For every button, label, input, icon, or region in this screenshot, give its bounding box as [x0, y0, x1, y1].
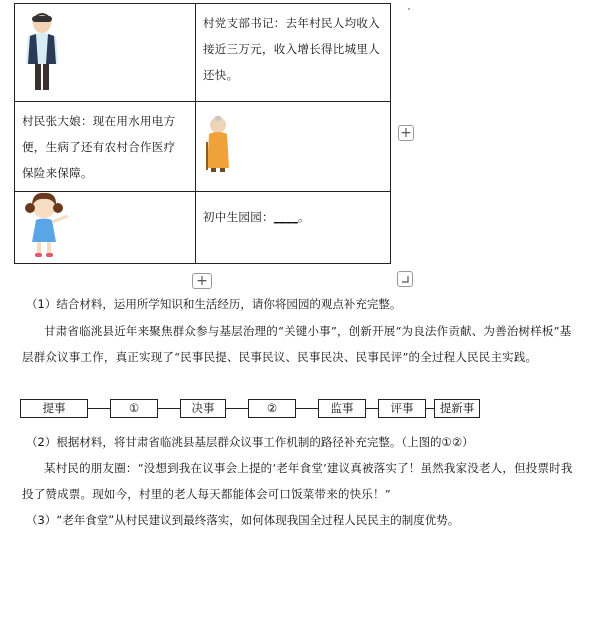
dialog-cell: [196, 192, 391, 264]
flow-connector: [366, 408, 378, 409]
flow-step-blank-2: ②: [248, 399, 296, 418]
speech-text: [196, 192, 390, 230]
flow-connector: [426, 408, 434, 409]
answer-blank[interactable]: ____: [273, 210, 299, 224]
flow-connector: [158, 408, 180, 409]
flow-connector: [88, 408, 110, 409]
flow-step-blank-1: ①: [110, 399, 158, 418]
add-column-button[interactable]: +: [398, 125, 414, 141]
procedure-flowchart: [20, 399, 480, 419]
elderly-woman-icon: [203, 116, 233, 176]
girl-figure-icon: [22, 192, 72, 258]
flow-connector: [296, 408, 318, 409]
speech-text: 村党支部书记：去年村民人均收入接近三万元，收入增长得比城里人还快。: [203, 16, 380, 82]
speech-suffix: 。: [298, 210, 310, 224]
material-paragraph: 甘肃省临洮县近年来聚焦群众参与基层治理的“关键小事”，创新开展“为良法作贡献、为善治树样板”基层群众议事工作，真正实现了“民事民提、民事民议、民事民决、民事民评”的全过程人民民主实践。: [22, 324, 572, 364]
speaker-picture-cell: [15, 4, 196, 102]
dot-decoration: [408, 8, 410, 10]
speaker-picture-cell: [196, 102, 391, 192]
friend-quote-paragraph: 某村民的朋友圈：“没想到我在议事会上提的‘老年食堂’建议真被落实了！虽然我家没老人，但投票时我投了赞成票。现如今，村里的老人每天都能体会可口饭菜带来的快乐！”: [22, 461, 573, 501]
flow-step: 提新事: [434, 399, 480, 418]
flow-step: 提事: [20, 399, 88, 418]
dialog-cell: [196, 4, 391, 102]
dialog-table: [14, 3, 391, 264]
question-1: （1）结合材料，运用所学知识和生活经历，请你将园园的观点补充完整。: [26, 297, 402, 311]
add-row-button[interactable]: +: [192, 273, 212, 289]
speaker-label: 初中生园园：: [203, 210, 274, 224]
resize-handle[interactable]: [397, 271, 413, 287]
flow-step: 监事: [318, 399, 366, 418]
flow-step: 评事: [378, 399, 426, 418]
dialog-cell: [15, 102, 196, 192]
speech-text: 村民张大娘：现在用水用电方便，生病了还有农村合作医疗保险来保障。: [22, 114, 176, 180]
question-2: （2）根据材料，将甘肃省临洮县基层群众议事工作机制的路径补充完整。（上图的①②）: [26, 435, 474, 449]
resize-corner-icon: [398, 272, 412, 286]
man-figure-icon: [22, 12, 62, 92]
flow-connector: [226, 408, 248, 409]
speaker-picture-cell: [15, 192, 196, 264]
flow-step: 决事: [180, 399, 226, 418]
question-3: （3）“老年食堂”从村民建议到最终落实，如何体现我国全过程人民民主的制度优势。: [26, 513, 460, 527]
